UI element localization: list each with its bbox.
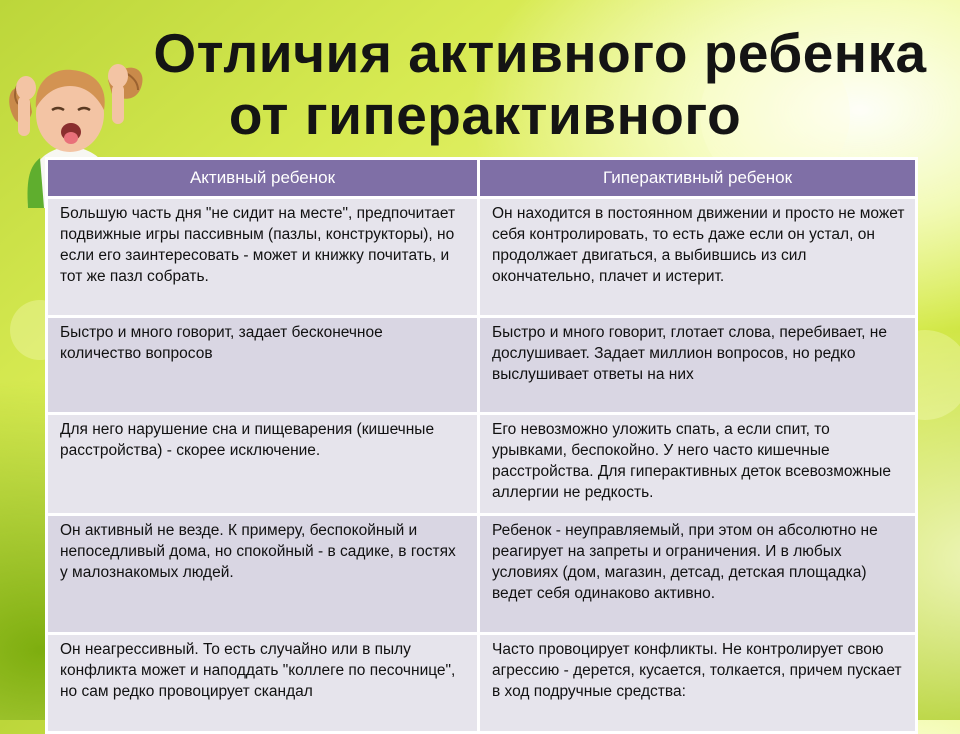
table-cell: Он неагрессивный. То есть случайно или в пылу конфликта может и наподдать "коллеге по песочнице", но сам редко провоцирует скандал — [47, 634, 479, 733]
table-cell: Быстро и много говорит, задает бесконечное количество вопросов — [47, 317, 479, 414]
table-header-row — [47, 159, 917, 198]
table-row — [47, 515, 917, 634]
table-row — [47, 317, 917, 414]
table-cell: Его невозможно уложить спать, а если спит, то урывками, беспокойно. У него часто кишечные расстройства. Для гиперактивных деток всевозможные аллергии не редкость. — [479, 414, 917, 515]
table-row — [47, 414, 917, 515]
table-cell: Ребенок - неуправляемый, при этом он абсолютно не реагирует на запреты и ограничения. И в любых условиях (дом, магазин, детсад, детская площадка) ведет себя одинаково активно. — [479, 515, 917, 634]
column-header-active: Активный ребенок — [47, 159, 479, 198]
table-cell: Для него нарушение сна и пищеварения (кишечные расстройства) - скорее исключение. — [47, 414, 479, 515]
comparison-table — [45, 157, 918, 734]
table-cell: Он активный не везде. К примеру, беспокойный и непоседливый дома, но спокойный - в садике, в гостях у малознакомых людей. — [47, 515, 479, 634]
page-title — [0, 22, 960, 146]
title-line-2: от гиперактивного — [228, 84, 742, 146]
table-row — [47, 634, 917, 733]
column-header-hyperactive: Гиперактивный ребенок — [479, 159, 917, 198]
table-cell: Часто провоцирует конфликты. Не контролирует свою агрессию - дерется, кусается, толкается, причем пускает в ход подручные средства: — [479, 634, 917, 733]
table-row — [47, 198, 917, 317]
title-line-1: Отличия активного ребенка — [153, 22, 927, 84]
table-cell: Быстро и много говорит, глотает слова, перебивает, не дослушивает. Задает миллион вопросов, но редко выслушивает ответы на них — [479, 317, 917, 414]
table-cell: Он находится в постоянном движении и просто не может себя контролировать, то есть даже если он устал, он продолжает двигаться, а выбившись из сил окончательно, плачет и истерит. — [479, 198, 917, 317]
table-cell: Большую часть дня "не сидит на месте", предпочитает подвижные игры пассивным (пазлы, конструкторы), но если его заинтересовать - может и книжку почитать, и тот же пазл собрать. — [47, 198, 479, 317]
